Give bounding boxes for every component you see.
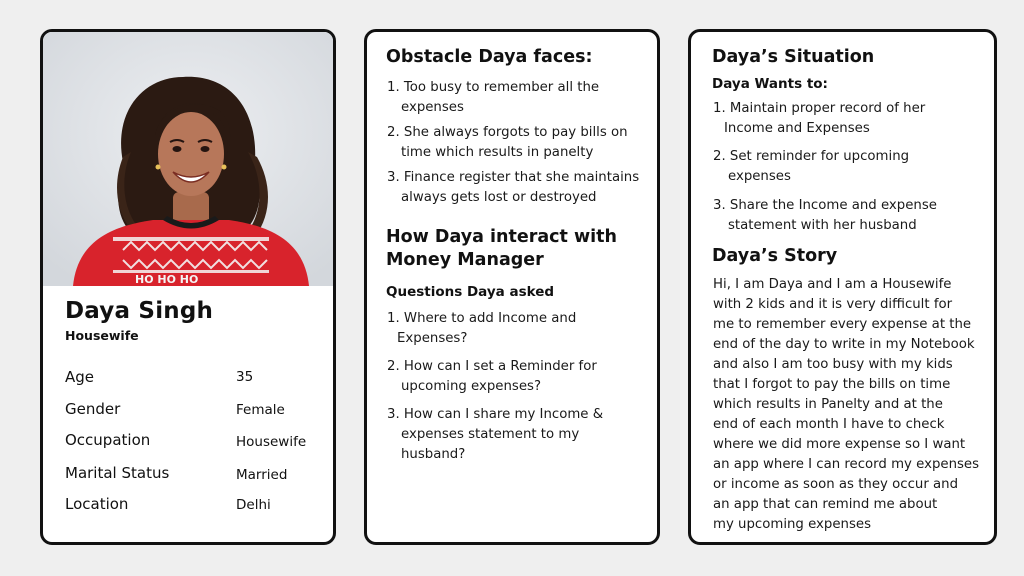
question-item: 2. How can I set a Reminder for [387,359,597,374]
situation-subtitle: Daya Wants to: [712,76,828,92]
question-item-cont: husband? [401,447,466,462]
attr-value-gender: Female [236,402,285,418]
story-line: or income as soon as they occur and [713,477,959,492]
story-line: and also I am too busy with my kids [713,357,953,372]
obstacle-item: 1. Too busy to remember all the [387,80,600,95]
persona-name: Daya Singh [65,298,214,324]
story-line: Hi, I am Daya and I am a Housewife [713,277,952,292]
story-line: end of each month I have to check [713,417,945,432]
sweater-text: HO HO HO [135,273,199,286]
obstacle-item-cont: time which results in panelty [401,145,594,160]
profile-photo [43,32,333,286]
question-item-cont: upcoming expenses? [401,379,542,394]
situation-item: 3. Share the Income and expense [713,198,937,213]
story-line: where we did more expense so I want [713,437,966,452]
story-paragraph [713,275,979,535]
interaction-title-line2: Money Manager [386,250,544,270]
obstacle-item: 2. She always forgots to pay bills on [387,125,628,140]
interaction-title-line1: How Daya interact with [386,227,617,247]
attr-label-marital-status: Marital Status [65,464,170,482]
profile-card [40,29,336,545]
story-line: my upcoming expenses [713,517,872,532]
obstacle-item: 3. Finance register that she maintains [387,170,640,185]
situation-card [688,29,997,545]
attr-label-gender: Gender [65,400,121,418]
story-line: which results in Panelty and at the [713,397,943,412]
situation-item-cont: expenses [728,169,791,184]
question-item: 1. Where to add Income and [387,311,577,326]
attr-value-occupation: Housewife [236,434,307,450]
situation-item: 2. Set reminder for upcoming [713,149,910,164]
story-line: an app that can remind me about [713,497,938,512]
obstacles-card [364,29,660,545]
attr-value-age: 35 [236,369,254,385]
story-line: that I forgot to pay the bills on time [713,377,951,392]
story-line: end of the day to write in my Notebook [713,337,975,352]
obstacles-title: Obstacle Daya faces: [386,47,593,67]
story-line: with 2 kids and it is very difficult for [713,297,953,312]
situation-item-cont: Income and Expenses [724,121,870,136]
story-line: an app where I can record my expenses [713,457,980,472]
situation-item: 1. Maintain proper record of her [713,101,926,116]
obstacle-item-cont: expenses [401,100,464,115]
attr-value-marital-status: Married [236,467,288,483]
situation-item-cont: statement with her husband [728,218,917,233]
question-item-cont: expenses statement to my [401,427,580,442]
story-title: Daya’s Story [712,246,838,266]
question-item-cont: Expenses? [397,331,468,346]
situation-title: Daya’s Situation [712,47,875,67]
questions-subtitle: Questions Daya asked [386,284,555,300]
persona-role: Housewife [65,328,139,343]
persona-illustration [43,32,333,286]
attr-label-location: Location [65,495,129,513]
attr-value-location: Delhi [236,497,271,513]
obstacle-item-cont: always gets lost or destroyed [401,190,597,205]
attr-label-occupation: Occupation [65,431,151,449]
attr-label-age: Age [65,368,95,386]
question-item: 3. How can I share my Income & [387,407,604,422]
story-line: me to remember every expense at the [713,317,972,332]
